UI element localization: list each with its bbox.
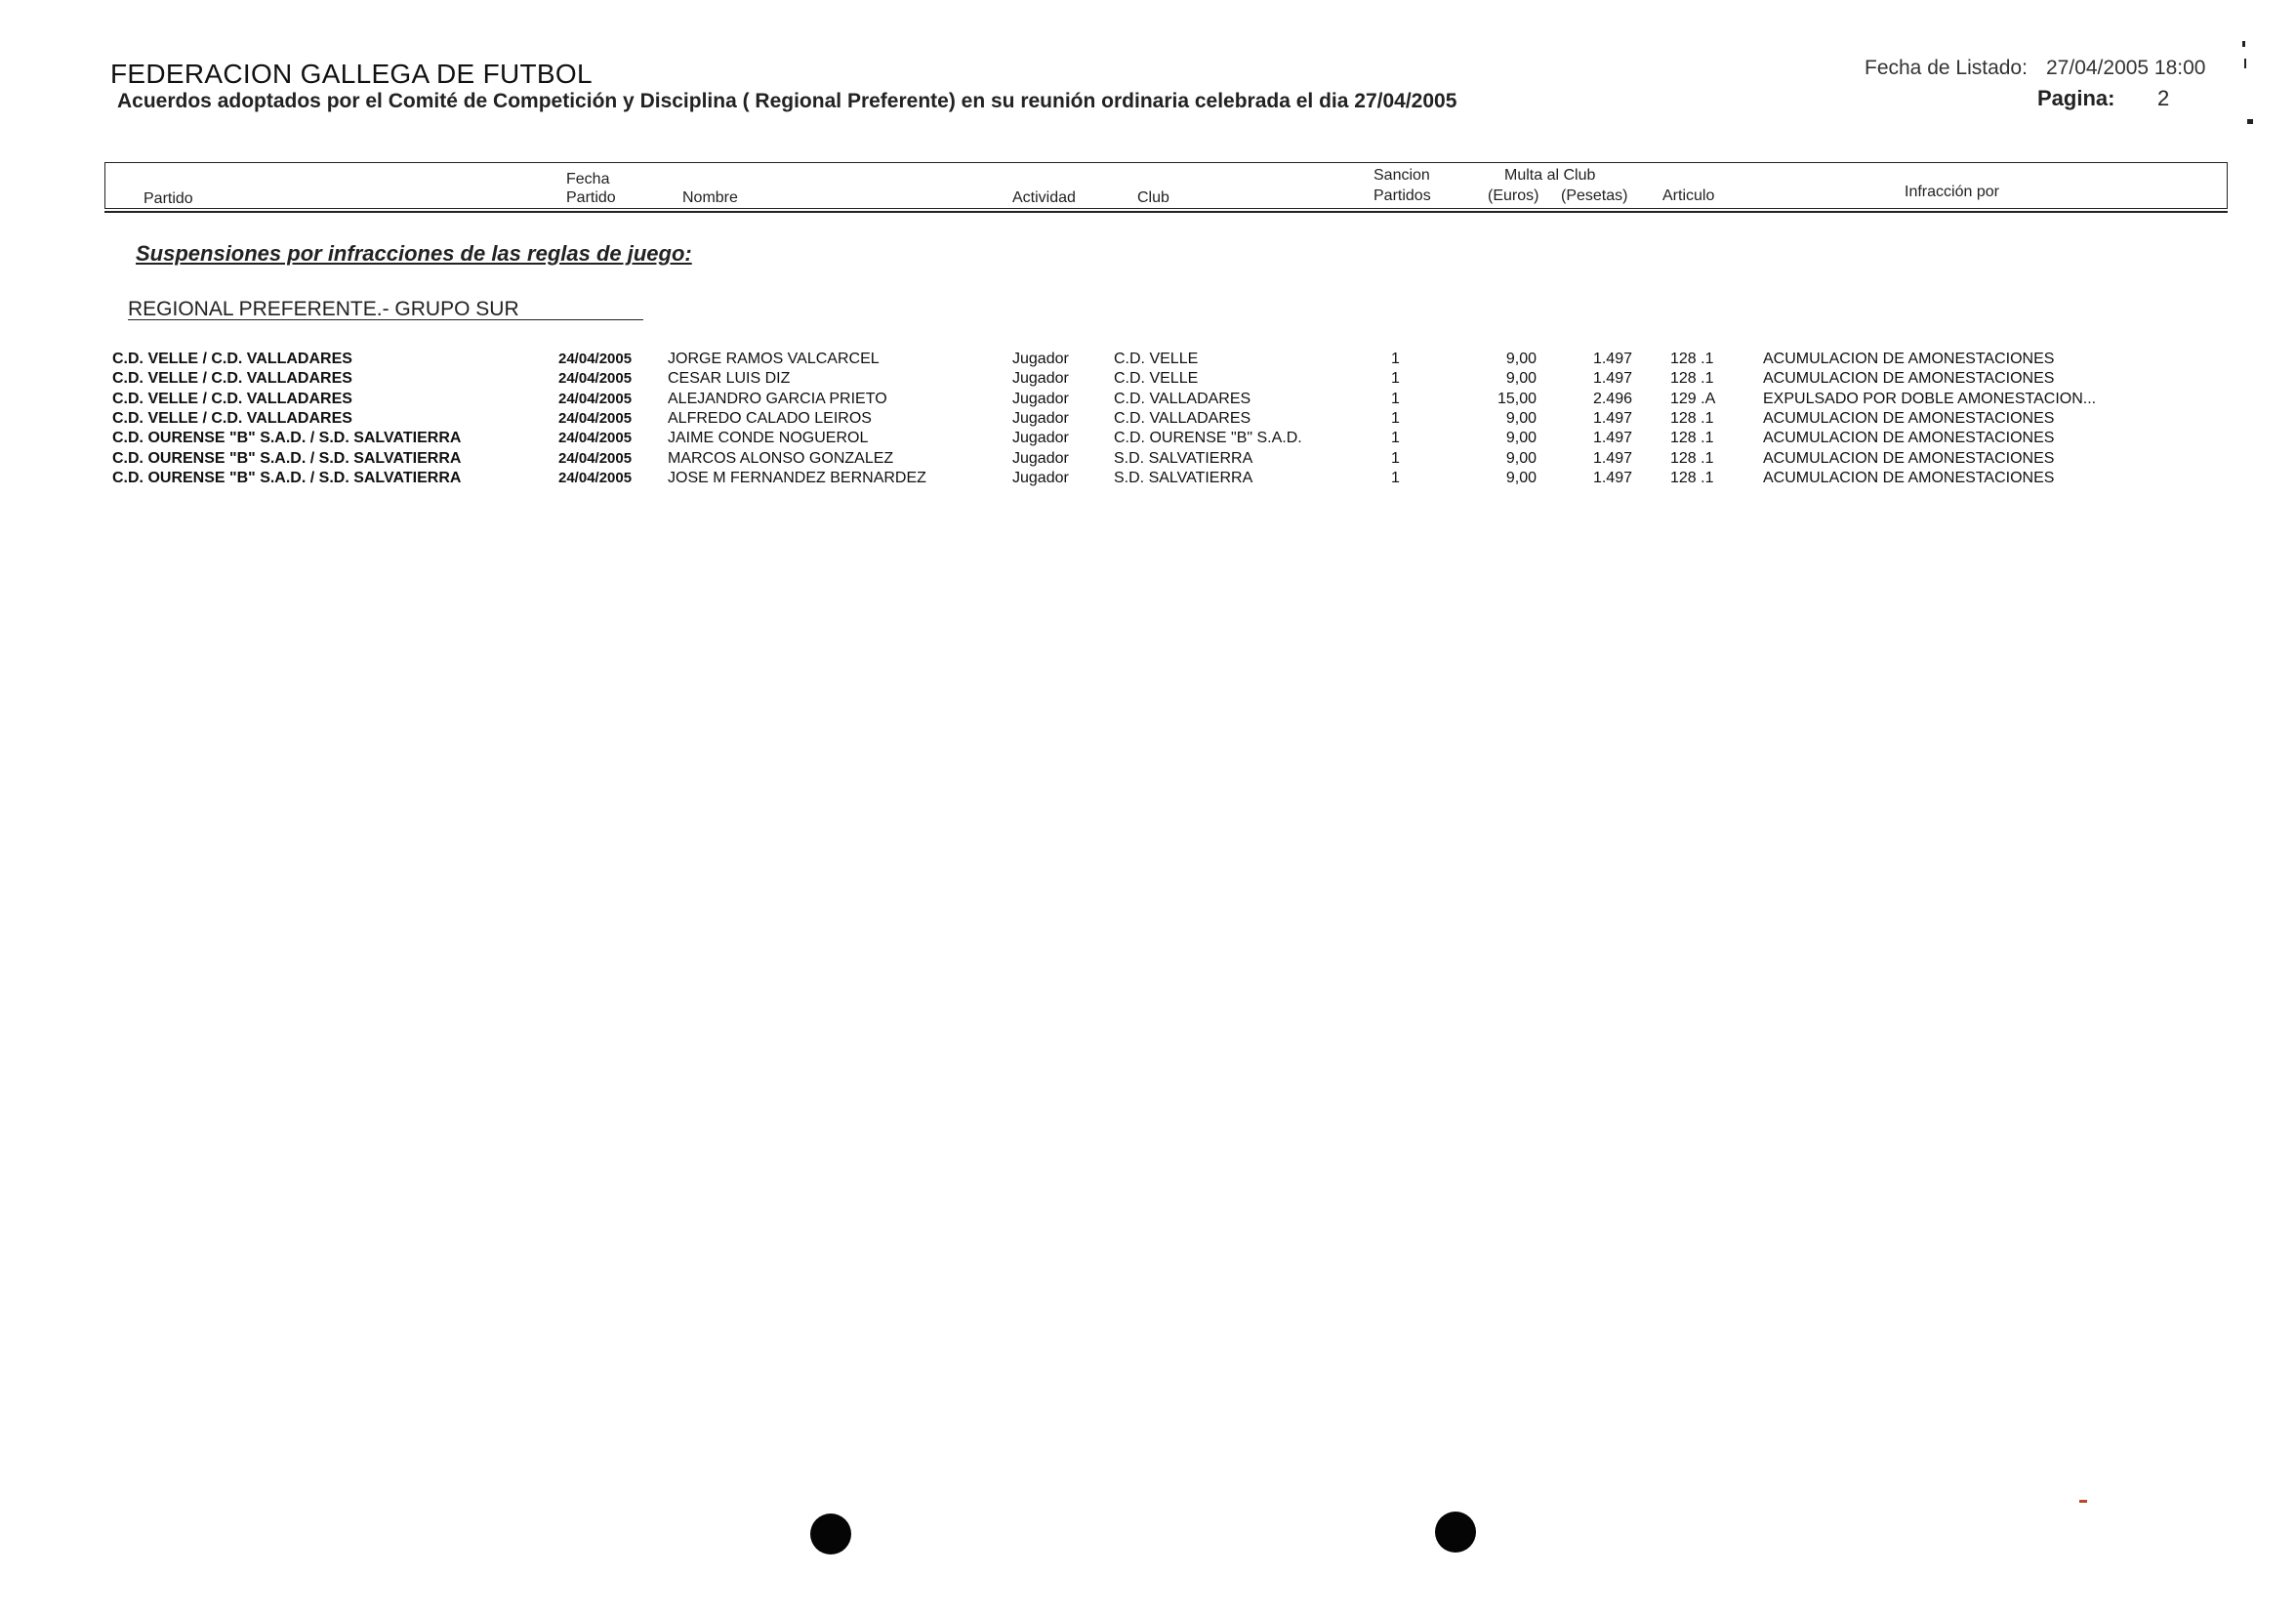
cell-articulo: 128 .1 xyxy=(1670,470,1714,486)
cell-sancion: 1 xyxy=(1391,450,1400,467)
cell-euros: 15,00 xyxy=(1496,391,1537,407)
cell-articulo: 128 .1 xyxy=(1670,370,1714,387)
cell-pesetas: 1.497 xyxy=(1592,470,1632,486)
col-header-nombre: Nombre xyxy=(682,189,738,206)
table-row xyxy=(0,430,2296,449)
cell-partido: C.D. VELLE / C.D. VALLADARES xyxy=(112,351,352,367)
cell-nombre: ALEJANDRO GARCIA PRIETO xyxy=(668,391,887,407)
cell-sancion: 1 xyxy=(1391,391,1400,407)
table-row xyxy=(0,410,2296,430)
cell-pesetas: 1.497 xyxy=(1592,430,1632,446)
cell-sancion: 1 xyxy=(1391,410,1400,427)
cell-fecha: 24/04/2005 xyxy=(558,370,633,387)
cell-partido: C.D. OURENSE "B" S.A.D. / S.D. SALVATIERRA xyxy=(112,470,462,486)
table-row xyxy=(0,450,2296,470)
cell-euros: 9,00 xyxy=(1505,410,1537,427)
cell-actividad: Jugador xyxy=(1012,430,1069,446)
table-row xyxy=(0,470,2296,489)
cell-actividad: Jugador xyxy=(1012,450,1069,467)
cell-sancion: 1 xyxy=(1391,351,1400,367)
col-header-sancion-top: Sancion xyxy=(1374,167,1430,184)
col-header-euros: (Euros) xyxy=(1488,187,1539,204)
cell-euros: 9,00 xyxy=(1505,450,1537,467)
cell-actividad: Jugador xyxy=(1012,391,1069,407)
cell-nombre: CESAR LUIS DIZ xyxy=(668,370,791,387)
cell-club: C.D. VELLE xyxy=(1114,351,1199,367)
scan-speck xyxy=(2247,119,2253,124)
page-label: Pagina: xyxy=(2037,86,2115,110)
cell-fecha: 24/04/2005 xyxy=(558,470,633,486)
cell-nombre: MARCOS ALONSO GONZALEZ xyxy=(668,450,894,467)
cell-infraccion: ACUMULACION DE AMONESTACIONES xyxy=(1763,351,2055,367)
table-row xyxy=(0,391,2296,410)
col-header-sancion-bottom: Partidos xyxy=(1374,187,1431,204)
cell-sancion: 1 xyxy=(1391,470,1400,486)
cell-sancion: 1 xyxy=(1391,370,1400,387)
listing-date-label: Fecha de Listado: xyxy=(1865,57,2028,79)
scan-speck xyxy=(2079,1500,2087,1503)
col-header-fecha-top: Fecha xyxy=(566,171,610,187)
cell-partido: C.D. VELLE / C.D. VALLADARES xyxy=(112,391,352,407)
cell-fecha: 24/04/2005 xyxy=(558,450,633,467)
cell-actividad: Jugador xyxy=(1012,351,1069,367)
cell-infraccion: EXPULSADO POR DOBLE AMONESTACION... xyxy=(1763,391,2097,407)
cell-fecha: 24/04/2005 xyxy=(558,391,633,407)
cell-fecha: 24/04/2005 xyxy=(558,430,633,446)
cell-nombre: JOSE M FERNANDEZ BERNARDEZ xyxy=(668,470,926,486)
col-header-infraccion: Infracción por xyxy=(1905,184,1999,200)
cell-pesetas: 2.496 xyxy=(1592,391,1632,407)
col-header-multa: Multa al Club xyxy=(1504,167,1596,184)
cell-euros: 9,00 xyxy=(1505,370,1537,387)
cell-partido: C.D. VELLE / C.D. VALLADARES xyxy=(112,410,352,427)
cell-infraccion: ACUMULACION DE AMONESTACIONES xyxy=(1763,450,2055,467)
cell-articulo: 128 .1 xyxy=(1670,410,1714,427)
cell-infraccion: ACUMULACION DE AMONESTACIONES xyxy=(1763,370,2055,387)
cell-actividad: Jugador xyxy=(1012,470,1069,486)
cell-pesetas: 1.497 xyxy=(1592,351,1632,367)
page-number: 2 xyxy=(2157,86,2170,110)
cell-partido: C.D. VELLE / C.D. VALLADARES xyxy=(112,370,352,387)
cell-articulo: 128 .1 xyxy=(1670,430,1714,446)
scan-speck xyxy=(2244,59,2246,68)
cell-fecha: 24/04/2005 xyxy=(558,351,633,367)
cell-club: S.D. SALVATIERRA xyxy=(1114,470,1253,486)
cell-euros: 9,00 xyxy=(1505,351,1537,367)
cell-club: C.D. VALLADARES xyxy=(1114,410,1251,427)
cell-infraccion: ACUMULACION DE AMONESTACIONES xyxy=(1763,470,2055,486)
punch-hole xyxy=(1435,1512,1476,1553)
cell-nombre: JAIME CONDE NOGUEROL xyxy=(668,430,869,446)
cell-club: C.D. VELLE xyxy=(1114,370,1199,387)
col-header-pesetas: (Pesetas) xyxy=(1561,187,1628,204)
cell-infraccion: ACUMULACION DE AMONESTACIONES xyxy=(1763,410,2055,427)
cell-fecha: 24/04/2005 xyxy=(558,410,633,427)
cell-club: C.D. VALLADARES xyxy=(1114,391,1251,407)
group-title-underline xyxy=(128,319,643,320)
cell-club: S.D. SALVATIERRA xyxy=(1114,450,1253,467)
cell-euros: 9,00 xyxy=(1505,430,1537,446)
cell-pesetas: 1.497 xyxy=(1592,450,1632,467)
cell-nombre: JORGE RAMOS VALCARCEL xyxy=(668,351,880,367)
section-title: Suspensiones por infracciones de las reglas de juego: xyxy=(136,241,692,266)
cell-euros: 9,00 xyxy=(1505,470,1537,486)
cell-club: C.D. OURENSE "B" S.A.D. xyxy=(1114,430,1302,446)
cell-partido: C.D. OURENSE "B" S.A.D. / S.D. SALVATIERRA xyxy=(112,430,462,446)
col-header-articulo: Articulo xyxy=(1662,187,1715,204)
cell-nombre: ALFREDO CALADO LEIROS xyxy=(668,410,872,427)
cell-sancion: 1 xyxy=(1391,430,1400,446)
listing-date-value: 27/04/2005 18:00 xyxy=(2046,57,2206,79)
cell-actividad: Jugador xyxy=(1012,370,1069,387)
column-header-rule xyxy=(104,211,2228,213)
cell-infraccion: ACUMULACION DE AMONESTACIONES xyxy=(1763,430,2055,446)
col-header-fecha-bottom: Partido xyxy=(566,189,616,206)
table-row xyxy=(0,370,2296,390)
document-subtitle: Acuerdos adoptados por el Comité de Competición y Disciplina ( Regional Preferente) en su reunión ordinaria celebrada el dia 27/04/2005 xyxy=(117,90,1457,112)
cell-pesetas: 1.497 xyxy=(1592,410,1632,427)
cell-pesetas: 1.497 xyxy=(1592,370,1632,387)
cell-partido: C.D. OURENSE "B" S.A.D. / S.D. SALVATIERRA xyxy=(112,450,462,467)
organization-title: FEDERACION GALLEGA DE FUTBOL xyxy=(110,59,593,89)
cell-articulo: 128 .1 xyxy=(1670,351,1714,367)
cell-articulo: 128 .1 xyxy=(1670,450,1714,467)
col-header-partido: Partido xyxy=(144,190,193,207)
table-row xyxy=(0,351,2296,370)
group-title: REGIONAL PREFERENTE.- GRUPO SUR xyxy=(128,298,519,320)
punch-hole xyxy=(810,1513,851,1555)
cell-actividad: Jugador xyxy=(1012,410,1069,427)
col-header-club: Club xyxy=(1137,189,1169,206)
cell-articulo: 129 .A xyxy=(1670,391,1716,407)
scan-speck xyxy=(2242,41,2245,47)
col-header-actividad: Actividad xyxy=(1012,189,1076,206)
